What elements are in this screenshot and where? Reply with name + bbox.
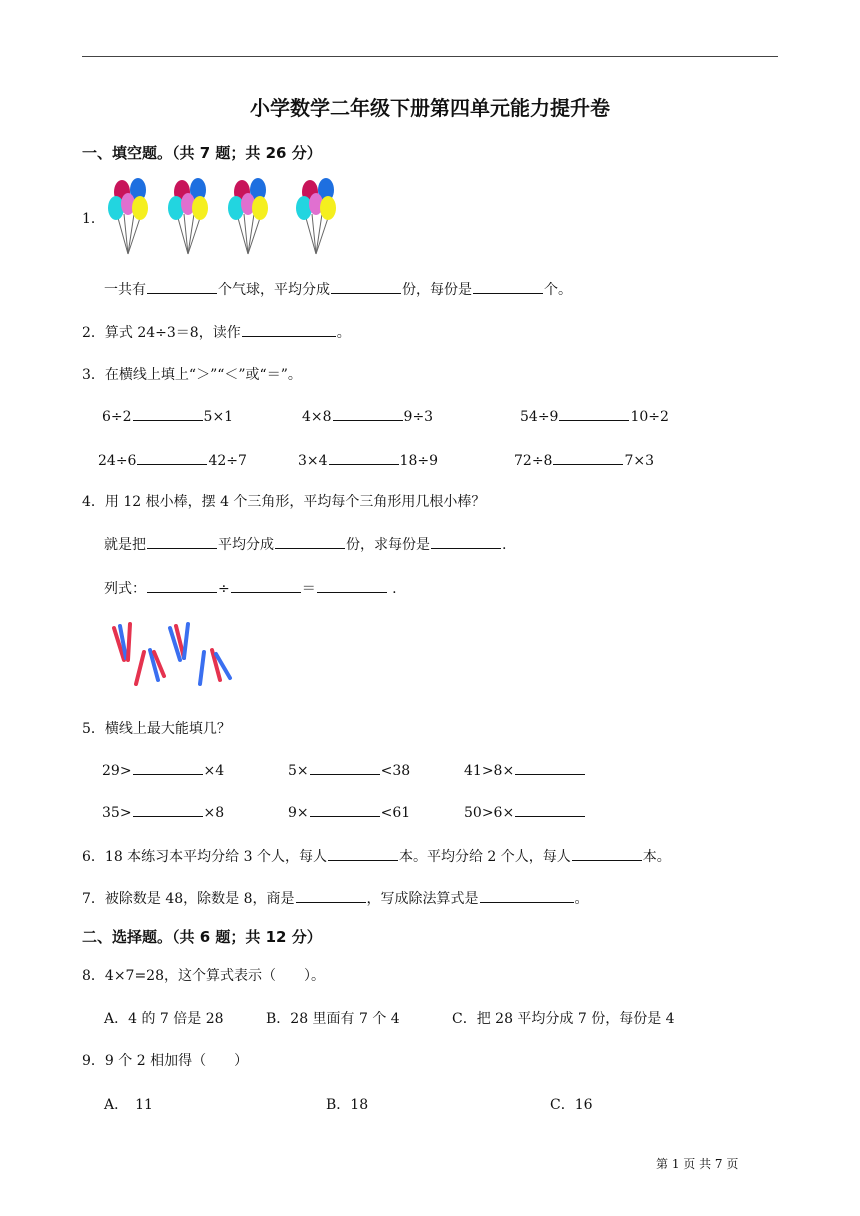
q7-text-b: ，写成除法算式是 — [366, 891, 479, 907]
q4-formula-blank-3[interactable] — [317, 578, 387, 593]
q8-option-b[interactable]: B．28 里面有 7 个 4 — [266, 1011, 400, 1027]
q3-blank[interactable] — [333, 406, 403, 421]
q4-text-a: 就是把 — [104, 537, 146, 553]
q4-text-d: . — [502, 537, 507, 553]
q8-text: 8．4×7=28，这个算式表示（ ）。 — [82, 968, 325, 984]
q5-expr: ×8 — [203, 805, 225, 821]
q1-blank-3[interactable] — [473, 279, 543, 294]
q1-number: 1． — [82, 211, 105, 227]
q1-text-a: 一共有 — [104, 282, 146, 298]
q6-text-c: 本。 — [642, 849, 671, 865]
q1-text-c: 份，每份是 — [402, 282, 472, 298]
q3-expr: 5×1 — [203, 409, 234, 425]
q2-text: 2．算式 24÷3＝8，读作 — [82, 325, 241, 341]
q7-text-a: 7．被除数是 48，除数是 8，商是 — [82, 891, 295, 907]
q5-expr: <38 — [380, 763, 411, 779]
q3-blank[interactable] — [133, 406, 203, 421]
balloons-image — [106, 174, 346, 262]
q5-expr: <61 — [380, 805, 411, 821]
q4-formula-end: . — [387, 581, 397, 597]
q4-formula-blank-2[interactable] — [231, 578, 301, 593]
q5-blank[interactable] — [515, 760, 585, 775]
q2-blank[interactable] — [242, 322, 336, 337]
sticks-image — [104, 618, 240, 690]
page-footer: 第 1 页 共 7 页 — [656, 1157, 739, 1171]
q9-option-c[interactable]: C．16 — [550, 1097, 593, 1113]
section-1-heading: 一、填空题。（共 7 题；共 26 分） — [82, 144, 322, 162]
q3-expr: 7×3 — [624, 453, 654, 469]
q3-expr: 24÷6 — [98, 453, 137, 469]
q3-expr: 18÷9 — [399, 453, 438, 469]
q5-blank[interactable] — [515, 802, 585, 817]
q5-expr: ×4 — [203, 763, 225, 779]
q4-divide-sign: ÷ — [218, 581, 230, 597]
header-rule — [82, 56, 778, 57]
q5-blank[interactable] — [133, 802, 203, 817]
q3-expr: 6÷2 — [102, 409, 132, 425]
q3-expr: 54÷9 — [520, 409, 559, 425]
q3-expr: 42÷7 — [208, 453, 247, 469]
q5-blank[interactable] — [133, 760, 203, 775]
q4-text-c: 份，求每份是 — [346, 537, 430, 553]
q6-blank-1[interactable] — [328, 846, 398, 861]
q3-blank[interactable] — [329, 450, 399, 465]
q3-blank[interactable] — [137, 450, 207, 465]
q5-blank[interactable] — [310, 802, 380, 817]
q2-end: 。 — [336, 325, 351, 341]
q4-blank-2[interactable] — [275, 534, 345, 549]
q7-blank-1[interactable] — [296, 888, 366, 903]
q3-expr: 10÷2 — [630, 409, 669, 425]
q9-option-b[interactable]: B．18 — [326, 1097, 369, 1113]
q8-option-a[interactable]: A．4 的 7 倍是 28 — [104, 1011, 224, 1027]
q5-expr: 5× — [288, 763, 309, 779]
q6-blank-2[interactable] — [572, 846, 642, 861]
q4-formula-blank-1[interactable] — [147, 578, 217, 593]
q1-blank-2[interactable] — [331, 279, 401, 294]
q4-blank-1[interactable] — [147, 534, 217, 549]
q7-blank-2[interactable] — [480, 888, 574, 903]
q8-option-c[interactable]: C．把 28 平均分成 7 份，每份是 4 — [452, 1011, 675, 1027]
q6-text-a: 6．18 本练习本平均分给 3 个人，每人 — [82, 849, 327, 865]
q9-text: 9．9 个 2 相加得（ ） — [82, 1053, 249, 1069]
q5-expr: 29> — [102, 763, 132, 779]
q3-expr: 72÷8 — [514, 453, 553, 469]
q3-blank[interactable] — [553, 450, 623, 465]
q3-expr: 3×4 — [298, 453, 328, 469]
page-title: 小学数学二年级下册第四单元能力提升卷 — [250, 96, 610, 120]
q5-expr: 9× — [288, 805, 309, 821]
q4-text: 4．用 12 根小棒，摆 4 个三角形，平均每个三角形用几根小棒？ — [82, 494, 486, 510]
q9-option-a[interactable]: A． 11 — [104, 1097, 153, 1113]
section-2-heading: 二、选择题。（共 6 题；共 12 分） — [82, 928, 322, 946]
q5-expr: 50>6× — [464, 805, 515, 821]
q5-blank[interactable] — [310, 760, 380, 775]
q3-expr: 4×8 — [302, 409, 332, 425]
q3-text: 3．在横线上填上“＞”“＜”或“＝”。 — [82, 367, 302, 383]
q3-expr: 9÷3 — [403, 409, 434, 425]
q1-text-b: 个气球，平均分成 — [218, 282, 330, 298]
q1-text-d: 个。 — [544, 282, 572, 298]
q5-text: 5．横线上最大能填几？ — [82, 721, 231, 737]
q6-text-b: 本。平均分给 2 个人，每人 — [398, 849, 571, 865]
q5-expr: 35> — [102, 805, 132, 821]
q5-expr: 41>8× — [464, 763, 515, 779]
q4-equals-sign: ＝ — [301, 581, 316, 597]
q4-formula-label: 列式： — [104, 581, 146, 597]
q4-text-b: 平均分成 — [218, 537, 274, 553]
q1-blank-1[interactable] — [147, 279, 217, 294]
q4-blank-3[interactable] — [431, 534, 501, 549]
q7-text-c: 。 — [574, 891, 589, 907]
q3-blank[interactable] — [559, 406, 629, 421]
